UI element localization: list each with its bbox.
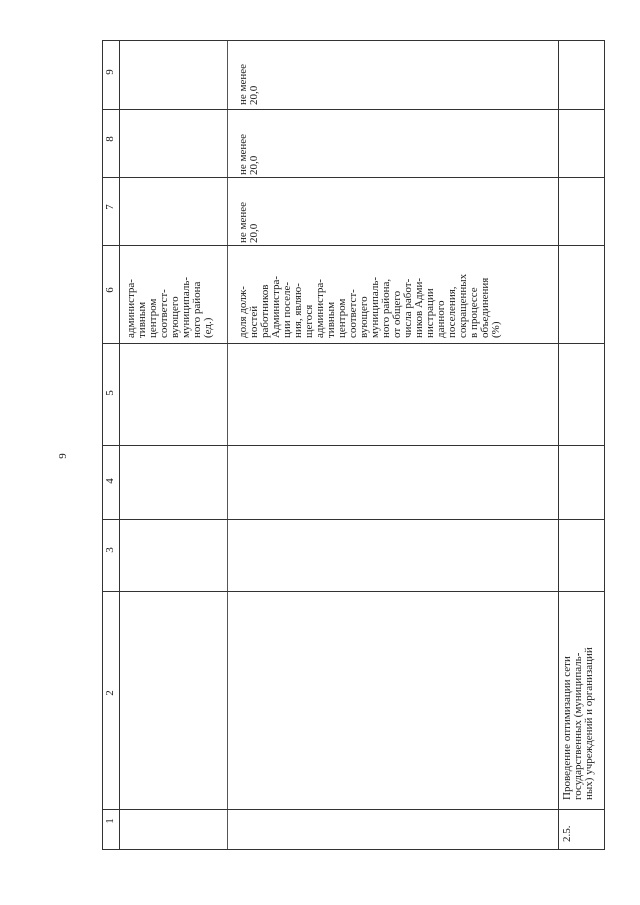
column-divider — [103, 445, 604, 446]
column-divider — [103, 809, 604, 810]
column-divider — [103, 177, 604, 178]
column-header-2: 2 — [104, 690, 116, 696]
row-2-5-title: Проведение оптимизации сети государственных (муниципаль- ных) учреждений и организаций — [561, 647, 595, 800]
column-divider — [103, 519, 604, 520]
column-divider — [103, 245, 604, 246]
column-divider — [103, 109, 604, 110]
indicator-table — [102, 40, 605, 850]
column-divider — [103, 343, 604, 344]
column-header-1: 1 — [104, 818, 116, 824]
share-indicator-text: доля долж- ностей работников Администра- ции поселе- ния, являю- щегося администра- тивным центром соответст- вующего муниципаль- ного района, от общего числа работ- ников Адми- нистрации данного поселения, сокращенных в процессе объединения (%) — [237, 273, 502, 338]
column-header-8: 8 — [104, 136, 116, 142]
share-value-col7: не менее 20,0 — [237, 201, 260, 243]
column-header-4: 4 — [104, 478, 116, 484]
share-value-col9: не менее 20,0 — [237, 63, 260, 105]
column-header-6: 6 — [104, 287, 116, 293]
column-header-9: 9 — [104, 69, 116, 75]
column-divider — [103, 591, 604, 592]
column-header-5: 5 — [104, 390, 116, 396]
page-number: 9 — [57, 453, 69, 459]
row-2-5-number: 2.5. — [561, 825, 573, 842]
column-header-3: 3 — [104, 547, 116, 553]
column-header-7: 7 — [104, 204, 116, 210]
share-value-col8: не менее 20,0 — [237, 133, 260, 175]
cont-indicator-text: администра- тивным центром соответст- вующего муниципаль- ного района (ед.) — [125, 276, 214, 338]
